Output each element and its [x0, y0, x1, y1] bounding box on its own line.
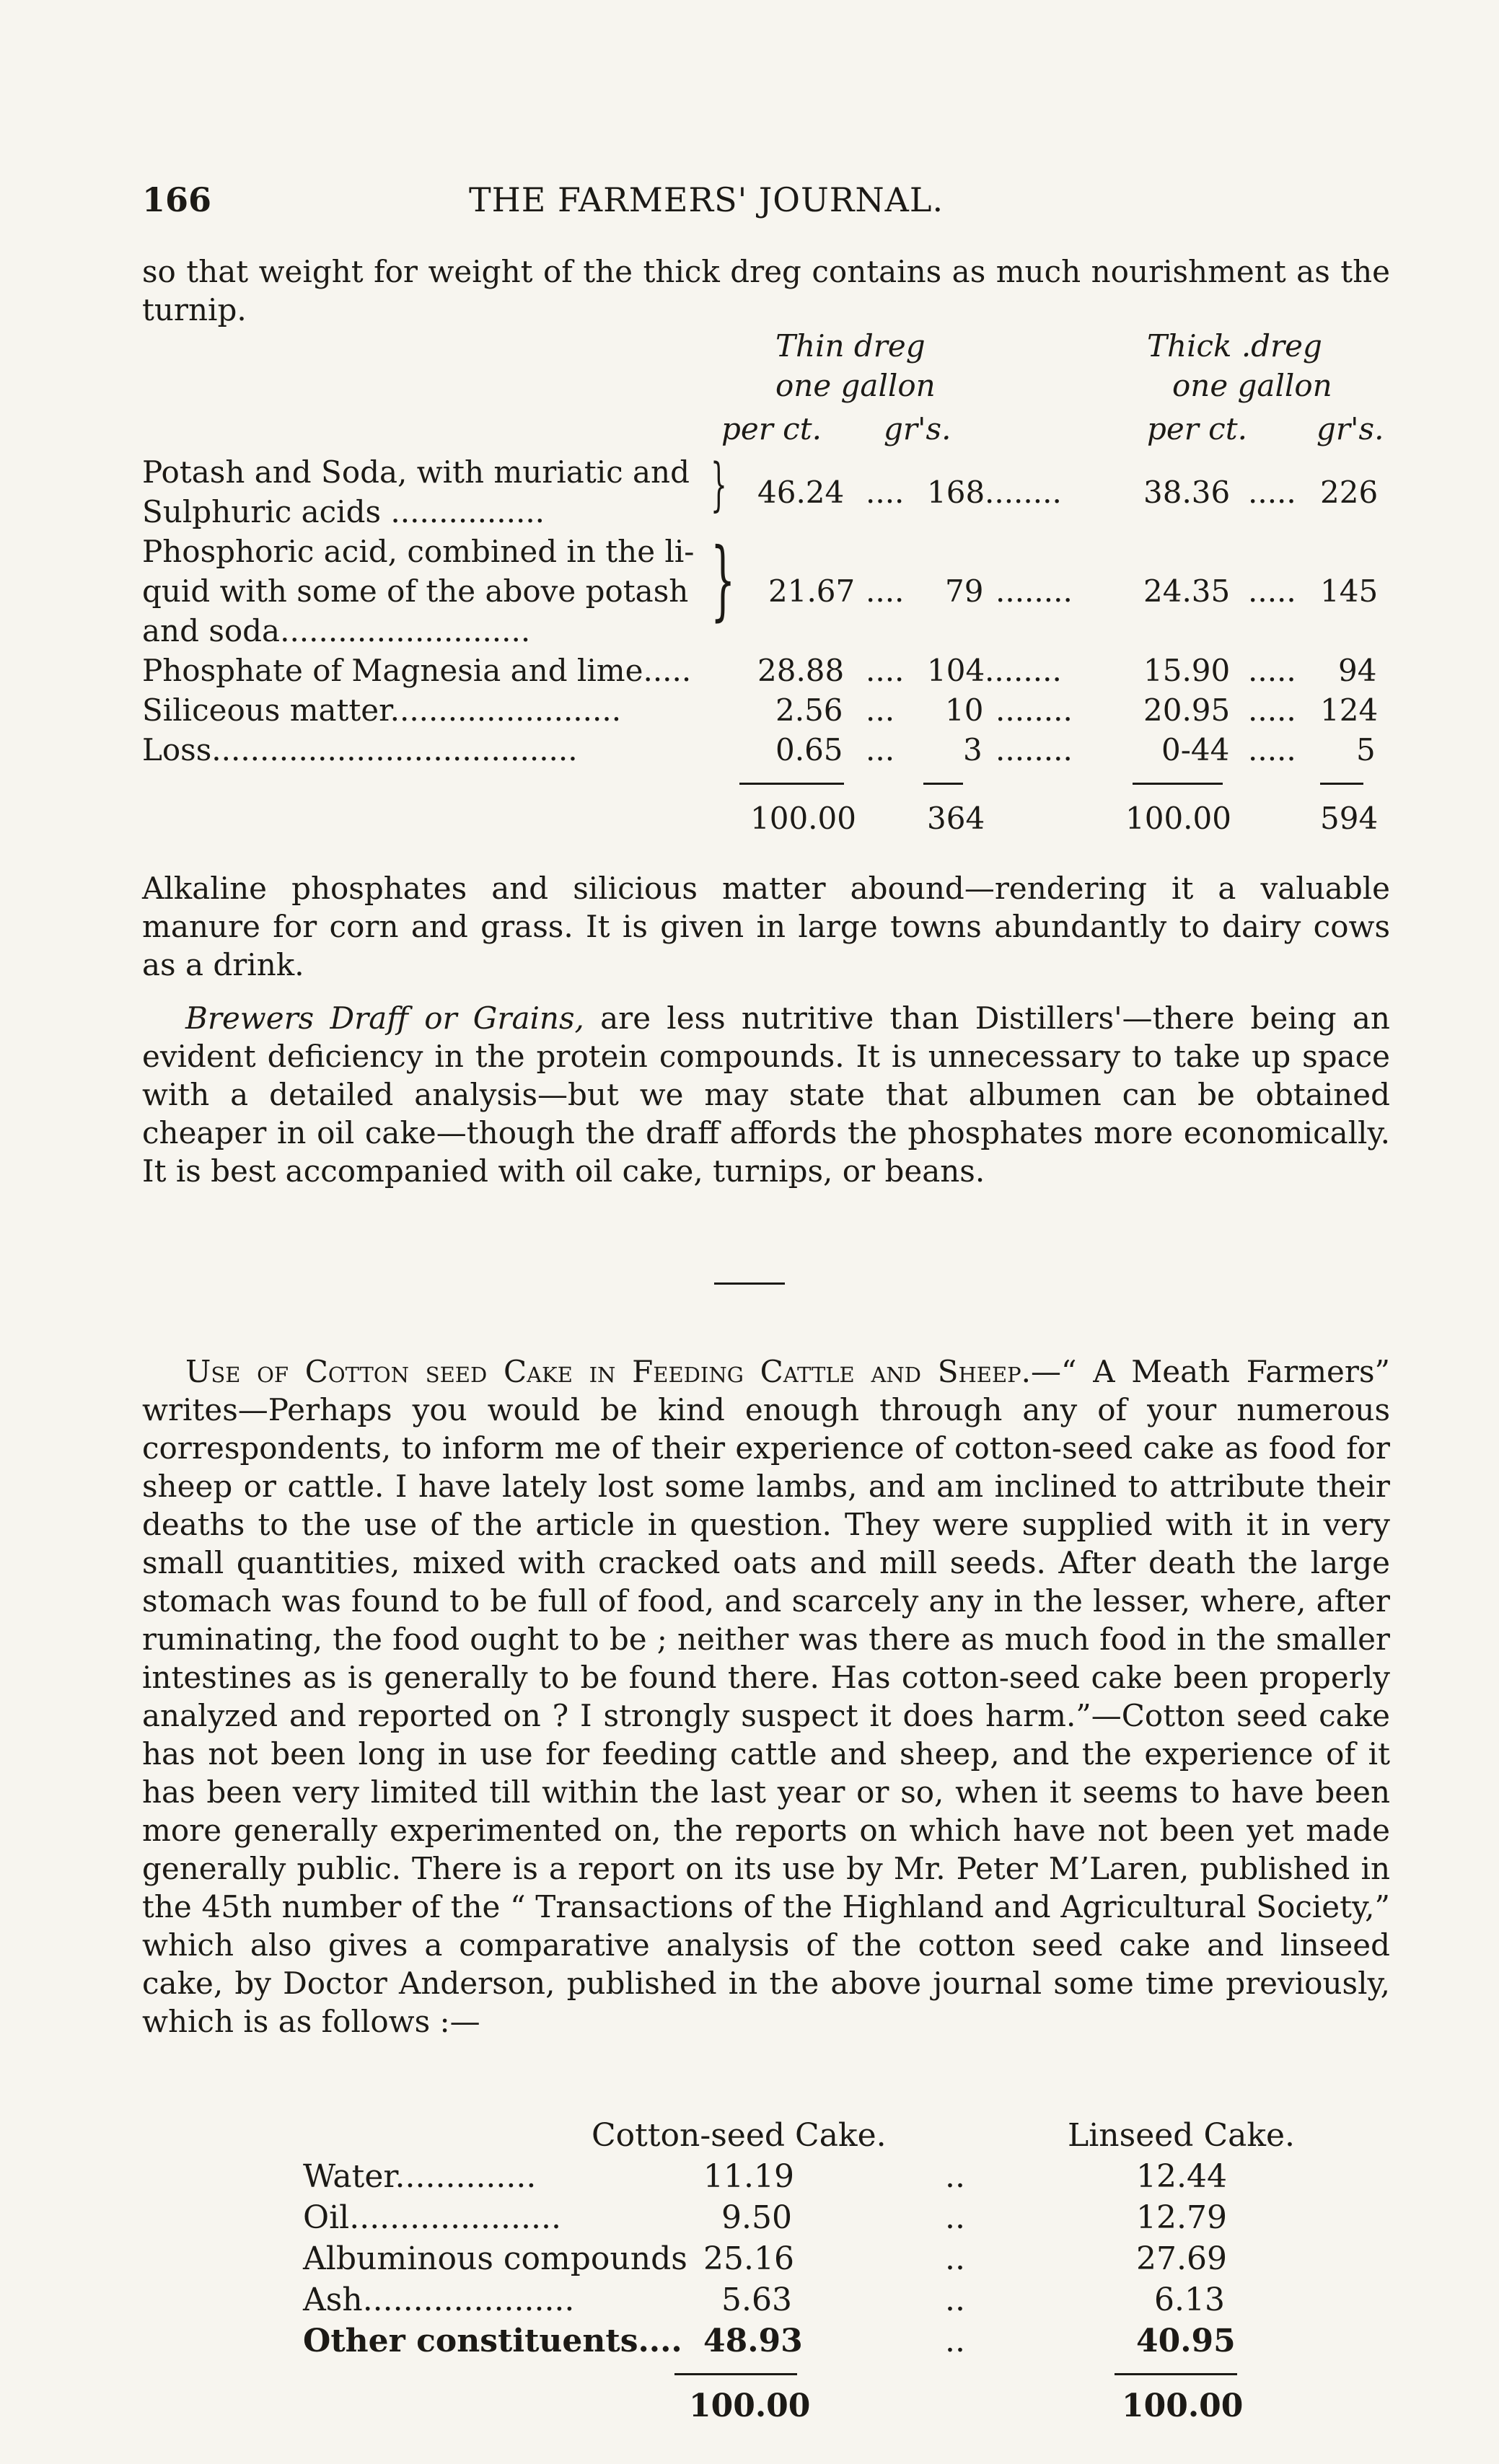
dreg-row-1-label-line-1: Potash and Soda, with muriatic and — [142, 454, 690, 490]
dreg-row-2-label-line-3: and soda.......................... — [142, 613, 531, 648]
dreg-row-1-thin-gr: 168 — [927, 475, 985, 510]
intro-text: so that weight for weight of the thick dreg contains as much nourishment as the turnip. — [142, 254, 1390, 327]
cake-total-cotton: 100.00 — [689, 2388, 811, 2424]
dreg-row-1-thick-dots: ..... — [1248, 475, 1296, 510]
dreg-row-4-mid-dots: ........ — [995, 692, 1073, 728]
dreg-row-1-label-line-2: Sulphuric acids ................ — [142, 494, 545, 529]
dreg-row-1-thin-pct: 46.24 — [757, 475, 845, 510]
dreg-row-5-thick-pct: 0-44 — [1161, 732, 1230, 767]
alkaline-text: Alkaline phosphates and silicious matter abound—rendering it a valuable manure for corn and grass. It is given in large towns abundantly to dairy cows as a drink. — [142, 871, 1390, 982]
thin-dreg-heading: Thin dreg — [775, 328, 926, 364]
rule-linseed-total — [1115, 2373, 1237, 2375]
dreg-row-2-mid-dots: ........ — [995, 573, 1073, 609]
dreg-total-thick-pct: 100.00 — [1125, 801, 1231, 836]
dreg-row-2-thick-pct: 24.35 — [1143, 573, 1231, 609]
cotton-article-body: —“ A Meath Farmers” writes—Perhaps you would be kind enough through any of your numerous correspondents, to inform me of their experience of cotton-seed cake as food for sheep or cattle. I have lately lost some lambs, and am inclined to attribute their deaths to the use of the article in question. They were supplied with it in very small quantities, mixed with cracked oats and mill seeds. After death the large stomach was found to be full of food, and scarcely any in the lesser, where, after ruminating, the food ought to be ; neither was there as much food in the smaller intestines as is generally to be found there. Has cotton-seed cake been properly analyzed and reported on ? I strongly suspect it does harm.”—Cotton seed cake has not been long in use for feeding cattle and sheep, and the experience of it has been very limited till within the last year or so, when it seems to have been more generally experimented on, the reports on which have not been yet made generally public. There is a report on its use by Mr. Peter M’Laren, published in the 45th number of the “ Transactions of the Highland and Agricultural Society,” which also gives a comparative analysis of the cotton seed cake and linseed cake, by Doctor Anderson, published in the above journal some time previously, which is as follows :— — [142, 1354, 1391, 2039]
cake-row-3-linseed: 27.69 — [1136, 2240, 1227, 2277]
dreg-row-2-thick-dots: ..... — [1248, 573, 1296, 609]
dreg-row-4-thin-dots: ... — [866, 692, 895, 728]
rule-thin-gr — [923, 783, 963, 785]
dreg-row-4-thick-gr: 124 — [1320, 692, 1379, 728]
cake-row-4-cotton: 5.63 — [721, 2282, 792, 2318]
cake-row-3-cotton: 25.16 — [703, 2240, 794, 2277]
cake-row-1-cotton: 11.19 — [703, 2158, 794, 2195]
brewers-text: are less nutritive than Distillers'—there being an evident deficiency in the protein compounds. It is unnecessary to take up space with a detailed analysis—but we may state that albumen can be obtained cheaper in oil cake—though the draff affords the phosphates more economically. It is best accompanied with oil cake, turnips, or beans. — [142, 1000, 1390, 1189]
dreg-row-3-thin-gr: 104 — [927, 653, 985, 688]
dreg-row-2-thin-gr: 79 — [945, 573, 984, 609]
dreg-row-5-mid-dots: ........ — [995, 732, 1073, 767]
cake-header-cotton: Cotton-seed Cake. — [592, 2117, 887, 2154]
cake-row-2-cotton: 9.50 — [721, 2199, 792, 2236]
rule-thin-pct — [739, 783, 844, 785]
dreg-row-3-thick-gr: 94 — [1338, 653, 1377, 688]
dreg-row-2-thick-gr: 145 — [1320, 573, 1379, 609]
dreg-row-1-mid-dots: ........ — [985, 475, 1062, 510]
dreg-row-3-thick-dots: ..... — [1248, 653, 1296, 688]
dreg-total-thin-pct: 100.00 — [750, 801, 856, 836]
dreg-row-5-label: Loss...................................... — [142, 732, 578, 767]
dreg-row-4-thick-pct: 20.95 — [1143, 692, 1231, 728]
thin-dreg-unit: one gallon — [775, 368, 936, 403]
cake-row-1-linseed: 12.44 — [1136, 2158, 1227, 2195]
subhead-thick-pct: per ct. — [1147, 411, 1247, 446]
dreg-row-5-thick-gr: 5 — [1356, 732, 1376, 767]
dreg-row-4-thick-dots: ..... — [1248, 692, 1296, 728]
alkaline-paragraph — [142, 869, 1390, 984]
rule-cotton-total — [674, 2373, 797, 2375]
cake-row-4-sep: .. — [945, 2282, 965, 2318]
cotton-article — [142, 1352, 1390, 2041]
intro-paragraph — [142, 252, 1390, 329]
cake-total-linseed: 100.00 — [1122, 2388, 1244, 2424]
dreg-row-2-label-line-2: quid with some of the above potash — [142, 573, 689, 609]
page-title: THE FARMERS' JOURNAL. — [469, 180, 944, 219]
dreg-row-5-thin-gr: 3 — [963, 732, 983, 767]
page-number: 166 — [142, 180, 212, 219]
dreg-row-3-thin-dots: .... — [866, 653, 905, 688]
dreg-row-3-thin-pct: 28.88 — [757, 653, 845, 688]
subhead-thick-gr: gr's. — [1316, 411, 1384, 446]
cake-row-5-cotton: 48.93 — [703, 2323, 803, 2359]
dreg-row-2-thin-pct: 21.67 — [768, 573, 856, 609]
thick-dreg-heading: Thick .dreg — [1147, 328, 1322, 364]
dreg-total-thick-gr: 594 — [1320, 801, 1379, 836]
dreg-row-3-mid-dots: ........ — [985, 653, 1062, 688]
dreg-row-4-thin-gr: 10 — [945, 692, 984, 728]
dreg-row-1-thick-gr: 226 — [1320, 475, 1379, 510]
dreg-row-3-thick-pct: 15.90 — [1143, 653, 1231, 688]
cake-row-3-label: Albuminous compounds — [303, 2240, 687, 2277]
cake-row-4-linseed: 6.13 — [1154, 2282, 1225, 2318]
cake-row-1-label: Water.............. — [303, 2158, 537, 2195]
dreg-row-3-label: Phosphate of Magnesia and lime..... — [142, 653, 692, 688]
cake-row-5-sep: .. — [945, 2323, 965, 2359]
brace-row-1: } — [711, 451, 727, 518]
dreg-row-5-thin-dots: ... — [866, 732, 895, 767]
cake-row-5-linseed: 40.95 — [1136, 2323, 1236, 2359]
cake-row-2-linseed: 12.79 — [1136, 2199, 1227, 2236]
section-separator — [714, 1282, 785, 1285]
dreg-row-1-thick-pct: 38.36 — [1143, 475, 1231, 510]
cake-row-2-sep: .. — [945, 2199, 965, 2236]
rule-thick-gr — [1320, 783, 1363, 785]
cotton-article-heading: Use of Cotton seed Cake in Feeding Cattle and Sheep. — [185, 1354, 1032, 1389]
dreg-row-4-thin-pct: 2.56 — [775, 692, 843, 728]
dreg-row-2-label-line-1: Phosphoric acid, combined in the li- — [142, 534, 695, 569]
brewers-paragraph — [142, 999, 1390, 1190]
brace-row-2: } — [711, 530, 736, 630]
dreg-row-4-label: Siliceous matter........................ — [142, 692, 622, 728]
thick-dreg-unit: one gallon — [1172, 368, 1332, 403]
cake-row-5-label: Other constituents.... — [303, 2323, 682, 2359]
dreg-total-thin-gr: 364 — [927, 801, 985, 836]
dreg-row-2-thin-dots: .... — [866, 573, 905, 609]
brewers-lead: Brewers Draff or Grains, — [185, 1000, 584, 1036]
rule-thick-pct — [1133, 783, 1223, 785]
cake-row-3-sep: .. — [945, 2240, 965, 2277]
cake-row-1-sep: .. — [945, 2158, 965, 2195]
subhead-thin-pct: per ct. — [721, 411, 822, 446]
cake-header-linseed: Linseed Cake. — [1068, 2117, 1296, 2154]
cake-row-2-label: Oil..................... — [303, 2199, 561, 2236]
cake-row-4-label: Ash..................... — [303, 2282, 575, 2318]
dreg-row-1-thin-dots: .... — [866, 475, 905, 510]
dreg-row-5-thin-pct: 0.65 — [775, 732, 843, 767]
subhead-thin-gr: gr's. — [884, 411, 951, 446]
dreg-row-5-thick-dots: ..... — [1248, 732, 1296, 767]
